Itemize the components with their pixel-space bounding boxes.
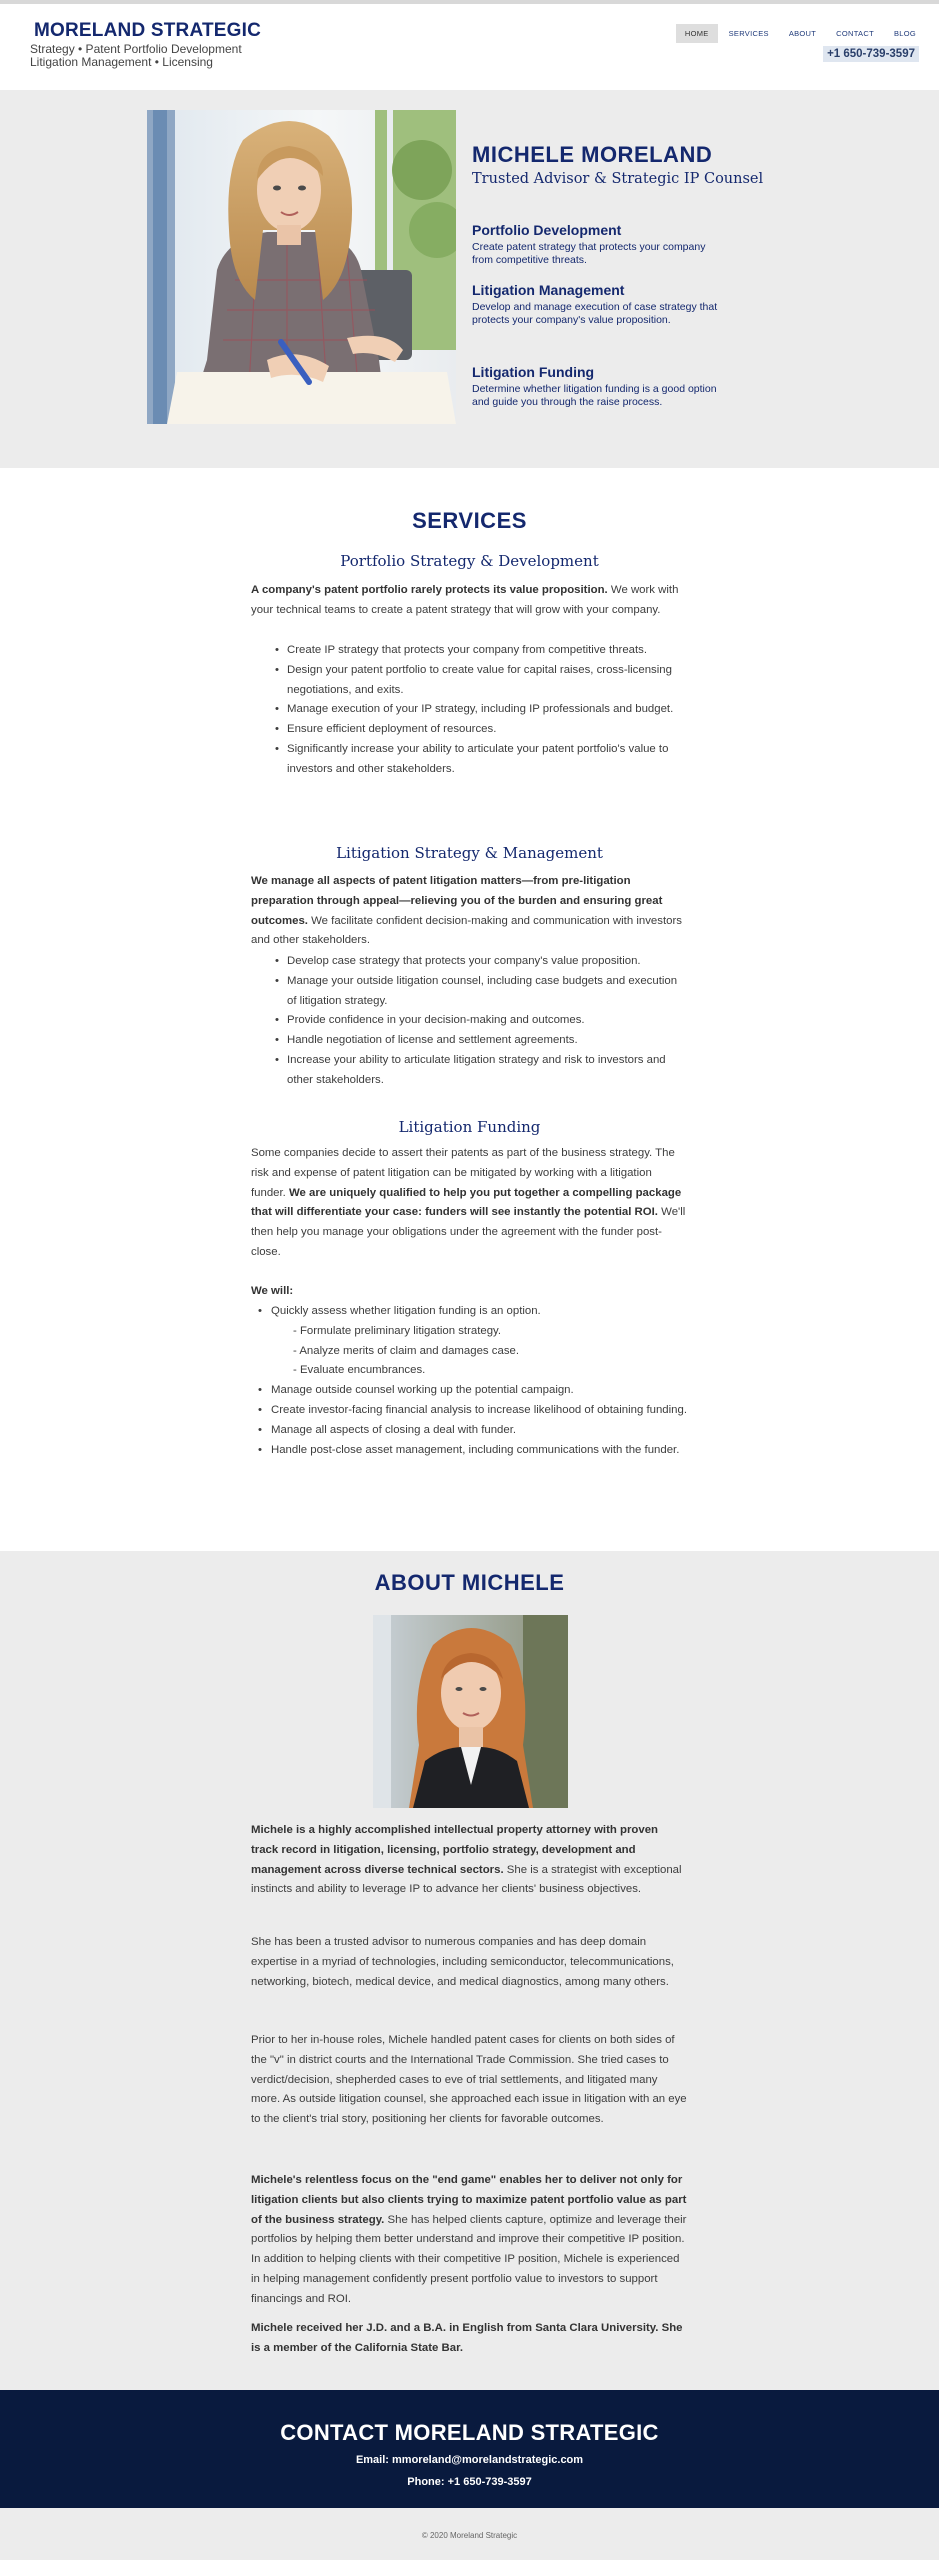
main-nav <box>676 24 925 43</box>
list-item: • Increase your ability to articulate litigation strategy and risk to investors and other stakeholders. <box>251 1051 688 1091</box>
hero-item-text: Develop and manage execution of case strategy that protects your company's value proposition. <box>472 301 718 326</box>
list-item: • Create IP strategy that protects your company from competitive threats. <box>251 641 688 661</box>
hero-item-text: Determine whether litigation funding is a good option and guide you through the raise process. <box>472 383 717 408</box>
contact-email-link[interactable]: Email: mmoreland@morelandstrategic.com <box>355 2454 584 2466</box>
about-p1-bold: Michele is a highly accomplished intellectual property attorney with proven track record in litigation, licensing, portfolio strategy, development and management across diverse technical sectors. <box>251 1824 658 1876</box>
contact-phone-link[interactable]: Phone: +1 650-739-3597 <box>407 2476 532 2488</box>
hero-item-funding <box>472 364 722 409</box>
list-item: • Handle post-close asset management, including communications with the funder. <box>251 1441 688 1461</box>
funding-intro-b: We'll then help you manage your obligations under the agreement with the funder post-close. <box>251 1206 686 1258</box>
nav-contact[interactable]: CONTACT <box>836 29 874 38</box>
services-section <box>0 468 939 1551</box>
list-item: • Manage execution of your IP strategy, including IP professionals and budget. <box>251 700 688 720</box>
sub-list-item: - Analyze merits of claim and damages case. <box>293 1344 520 1357</box>
sub-list-item: - Formulate preliminary litigation strategy. <box>293 1324 502 1337</box>
list-item: • Manage all aspects of closing a deal with funder. <box>251 1421 688 1441</box>
list-item: • Quickly assess whether litigation funding is an option. <box>251 1302 688 1322</box>
contact-section <box>0 2390 939 2508</box>
list-item: • Provide confidence in your decision-making and outcomes. <box>251 1011 688 1031</box>
about-p4-rest: She has helped clients capture, optimize and leverage their portfolios by helping them better understand and improve their competitive IP position. In addition to helping clients with their competitive IP position, Michele is experienced in helping management confidently present portfolio value to investors to support financings and ROI. <box>251 2213 687 2305</box>
nav-services[interactable]: SERVICES <box>728 29 769 38</box>
about-paragraph-5 <box>251 2319 688 2359</box>
funding-subtitle: Litigation Funding <box>398 1118 541 1136</box>
hero-section <box>0 90 939 468</box>
portfolio-intro-rest: We work with your technical teams to create a patent strategy that will grow with your company. <box>251 584 679 616</box>
hero-item-title: Portfolio Development <box>472 222 622 238</box>
portfolio-subtitle: Portfolio Strategy & Development <box>340 552 599 570</box>
header-phone-link[interactable]: +1 650-739-3597 <box>823 46 919 62</box>
site-brand[interactable]: MORELAND STRATEGIC <box>34 20 262 41</box>
hero-item-portfolio <box>472 222 722 267</box>
about-p4-bold: Michele's relentless focus on the "end game" enables her to deliver not only for litigation clients but also clients trying to maximize patent portfolio value as part of the business strategy. <box>251 2174 687 2226</box>
tagline-line2: Litigation Management • Licensing <box>30 55 213 69</box>
list-item: • Manage outside counsel working up the potential campaign. <box>251 1381 688 1401</box>
about-p5-bold: Michele received her J.D. and a B.A. in English from Santa Clara University. She is a member of the California State Bar. <box>251 2322 683 2354</box>
nav-home[interactable]: HOME <box>676 24 718 43</box>
funding-bullets <box>251 1302 688 1460</box>
list-item: • Create investor-facing financial analysis to increase likelihood of obtaining funding. <box>251 1401 688 1421</box>
we-will-label: We will: <box>251 1285 294 1297</box>
list-item: • Significantly increase your ability to articulate your patent portfolio's value to investors and other stakeholders. <box>251 740 688 780</box>
list-item: • Handle negotiation of license and settlement agreements. <box>251 1031 688 1051</box>
contact-title: CONTACT MORELAND STRATEGIC <box>280 2420 659 2445</box>
hero-subtitle: Trusted Advisor & Strategic IP Counsel <box>472 171 764 187</box>
about-paragraph-1 <box>251 1821 688 1900</box>
hero-item-text: Create patent strategy that protects your company from competitive threats. <box>472 241 706 266</box>
litigation-subtitle: Litigation Strategy & Management <box>336 844 603 862</box>
funding-intro <box>251 1144 688 1263</box>
funding-intro-a: Some companies decide to assert their patents as part of the business strategy. The risk and expense of patent litigation can be mitigated by working with a litigation funder. <box>251 1147 675 1199</box>
hero-name: MICHELE MORELAND <box>472 142 713 167</box>
about-section <box>0 1551 939 2390</box>
litigation-intro <box>251 872 688 951</box>
list-item: • Ensure efficient deployment of resources. <box>251 720 688 740</box>
funding-we-will <box>251 1282 688 1302</box>
litigation-intro-bold: We manage all aspects of patent litigation matters—from pre-litigation preparation through appeal—relieving you of the burden and ensuring great outcomes. <box>251 875 663 927</box>
services-title: SERVICES <box>412 508 527 533</box>
list-item: • Design your patent portfolio to create value for capital raises, cross-licensing negotiations, and exits. <box>251 661 688 701</box>
about-paragraph-2: She has been a trusted advisor to numerous companies and has deep domain expertise in a myriad of technologies, including semiconductor, telecommunications, networking, biotech, medical device, and medical diagnostics, among many others. <box>251 1936 674 1988</box>
nav-about[interactable]: ABOUT <box>788 29 817 38</box>
about-paragraph-4 <box>251 2171 688 2310</box>
hero-item-litigation <box>472 282 722 327</box>
tagline-line1: Strategy • Patent Portfolio Development <box>30 42 242 56</box>
about-p1-rest: She is a strategist with exceptional instincts and ability to leverage IP to advance her clients' business objectives. <box>251 1863 682 1896</box>
portfolio-intro-bold: A company's patent portfolio rarely protects its value proposition. <box>251 584 608 596</box>
about-portrait-photo <box>373 1615 568 1808</box>
portfolio-bullets <box>251 641 688 780</box>
funding-intro-bold: We are uniquely qualified to help you put together a compelling package that will differentiate your case: funders will see instantly the potential ROI. <box>251 1186 682 1219</box>
list-item: • Develop case strategy that protects your company's value proposition. <box>251 952 688 972</box>
footer-copyright: © 2020 Moreland Strategic <box>421 2531 518 2540</box>
nav-blog[interactable]: BLOG <box>893 29 916 38</box>
litigation-intro-rest: We facilitate confident decision-making and communication with investors and other stakeholders. <box>251 914 682 947</box>
hero-item-title: Litigation Management <box>472 282 625 298</box>
litigation-bullets <box>251 952 688 1091</box>
about-paragraph-3: Prior to her in-house roles, Michele handled patent cases for clients on both sides of the "v" in district courts and the International Trade Commission. She tried cases to verdict/decision, shepherded cases to eve of trial settlements, and litigated many more. As outside litigation counsel, she approached each issue in litigation with an eye to the client's trial story, positioning her clients for favorable outcomes. <box>251 2034 687 2126</box>
hero-item-title: Litigation Funding <box>472 364 595 380</box>
sub-list-item: - Evaluate encumbrances. <box>293 1364 426 1377</box>
about-title: ABOUT MICHELE <box>374 1570 565 1595</box>
list-item: • Manage your outside litigation counsel, including case budgets and execution of litigation strategy. <box>251 972 688 1012</box>
site-footer <box>0 2508 939 2560</box>
site-header <box>0 4 939 90</box>
portfolio-intro <box>251 581 688 621</box>
hero-portrait-photo <box>147 110 456 424</box>
